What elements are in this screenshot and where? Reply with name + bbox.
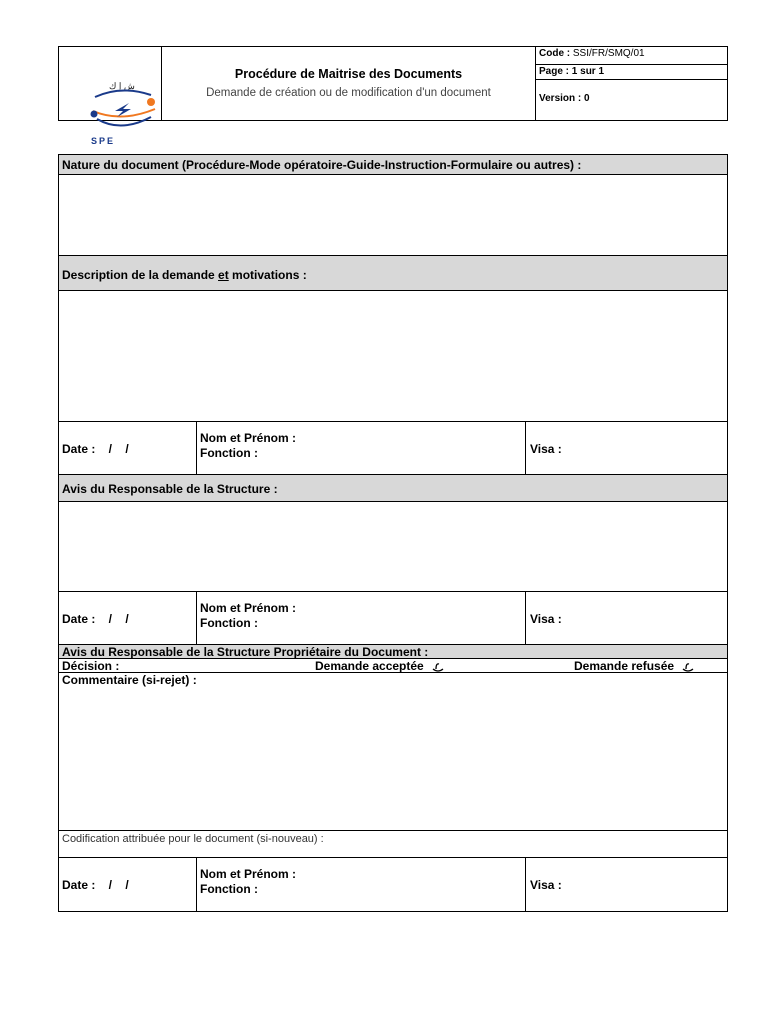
page-number bbox=[536, 64, 727, 77]
logo-spe-text: SPE bbox=[91, 136, 116, 146]
fonction-label: Fonction : bbox=[200, 616, 258, 630]
demande-refusee-option[interactable] bbox=[574, 659, 695, 673]
refusee-checkbox-icon[interactable] bbox=[681, 661, 695, 673]
decision-row bbox=[59, 659, 727, 673]
nom-prenom-label: Nom et Prénom : bbox=[200, 601, 297, 615]
decision-label: Décision : bbox=[62, 659, 120, 673]
date-label: Date : / / bbox=[62, 878, 129, 892]
date-cell[interactable] bbox=[59, 858, 196, 912]
avis-structure-header-row bbox=[59, 475, 727, 502]
description-label-underlined: et bbox=[218, 268, 229, 282]
avis-proprietaire-header-row bbox=[59, 645, 727, 659]
avis-structure-input-area[interactable] bbox=[59, 502, 727, 592]
date-label: Date : / / bbox=[62, 612, 129, 626]
date-cell[interactable] bbox=[59, 422, 196, 474]
visa-cell[interactable] bbox=[525, 422, 727, 474]
description-input-area[interactable] bbox=[59, 291, 727, 422]
code-label: Code : bbox=[539, 48, 573, 59]
procedure-subtitle: Demande de création ou de modification d'un document bbox=[206, 87, 491, 99]
fonction-label: Fonction : bbox=[200, 446, 258, 460]
spe-logo-icon bbox=[85, 77, 159, 135]
visa-cell[interactable] bbox=[525, 858, 727, 912]
date-cell[interactable] bbox=[59, 592, 196, 644]
meta-divider bbox=[536, 79, 727, 80]
signature-row-proprietaire bbox=[59, 858, 727, 912]
avis-proprietaire-label: Avis du Responsable de la Structure Propriétaire du Document : bbox=[62, 645, 429, 659]
name-function-labels bbox=[200, 601, 296, 631]
page-value: 1 sur 1 bbox=[571, 66, 605, 77]
name-function-cell[interactable] bbox=[196, 858, 525, 912]
header-title-cell bbox=[162, 47, 536, 120]
nature-input-area[interactable] bbox=[59, 175, 727, 256]
code-value: SSI/FR/SMQ/01 bbox=[572, 48, 645, 59]
version-label: Version : 0 bbox=[539, 93, 590, 104]
description-header-row bbox=[59, 256, 727, 291]
request-form bbox=[58, 154, 728, 912]
commentaire-area[interactable] bbox=[59, 673, 727, 831]
company-logo-cell bbox=[59, 47, 162, 120]
codification-label: Codification attribuée pour le document (si-nouveau) : bbox=[62, 833, 324, 845]
commentaire-label: Commentaire (si-rejet) : bbox=[62, 673, 197, 687]
nom-prenom-label: Nom et Prénom : bbox=[200, 431, 297, 445]
fonction-label: Fonction : bbox=[200, 882, 258, 896]
demande-acceptee-option[interactable] bbox=[315, 659, 445, 673]
procedure-title: Procédure de Maitrise des Documents bbox=[234, 67, 463, 81]
description-label-part1: Description de la demande bbox=[62, 268, 219, 282]
document-code bbox=[536, 48, 727, 59]
header-meta-cell bbox=[536, 47, 727, 120]
visa-label: Visa : bbox=[530, 612, 562, 626]
nom-prenom-label: Nom et Prénom : bbox=[200, 867, 297, 881]
visa-label: Visa : bbox=[530, 878, 562, 892]
visa-cell[interactable] bbox=[525, 592, 727, 644]
signature-row-demandeur bbox=[59, 422, 727, 475]
description-label bbox=[62, 268, 307, 282]
acceptee-label: Demande acceptée bbox=[315, 659, 424, 673]
avis-structure-label: Avis du Responsable de la Structure : bbox=[62, 482, 278, 496]
codification-row[interactable] bbox=[59, 831, 727, 858]
document-version bbox=[536, 93, 727, 104]
logo-arabic-text: ش إ ك bbox=[109, 81, 135, 91]
page-label: Page : bbox=[539, 66, 572, 77]
name-function-cell[interactable] bbox=[196, 422, 525, 474]
refusee-label: Demande refusée bbox=[574, 659, 675, 673]
name-function-labels bbox=[200, 431, 296, 461]
visa-label: Visa : bbox=[530, 442, 562, 456]
name-function-labels bbox=[200, 867, 296, 897]
document-header bbox=[58, 46, 728, 121]
acceptee-checkbox-icon[interactable] bbox=[431, 661, 445, 673]
nature-header-row bbox=[59, 155, 727, 175]
date-label: Date : / / bbox=[62, 442, 129, 456]
description-label-part3: motivations : bbox=[228, 268, 307, 282]
signature-row-responsable bbox=[59, 592, 727, 645]
name-function-cell[interactable] bbox=[196, 592, 525, 644]
nature-label: Nature du document (Procédure-Mode opératoire-Guide-Instruction-Formulaire ou autres) : bbox=[62, 158, 582, 172]
